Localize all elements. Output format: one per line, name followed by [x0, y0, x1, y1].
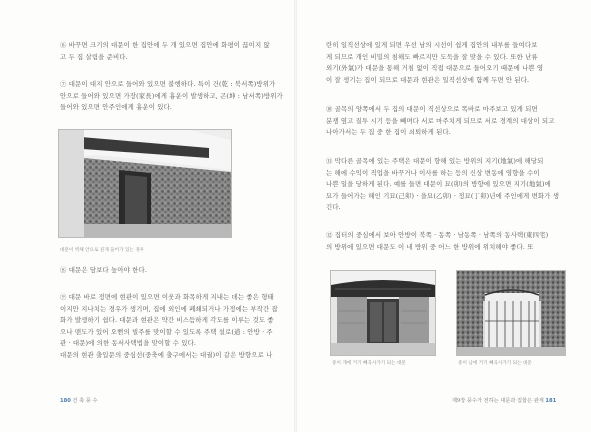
right-page: [296, 0, 591, 432]
gate-photo-image: [59, 130, 231, 237]
text-line: 나아가서는 두 집 중 한 집이 쇠퇴하게 된다.: [326, 128, 451, 137]
vine-gate-caption: 중이 남에 거기 빼곡사가기 되는 대문: [458, 361, 532, 366]
text-line: 으나 맨도가 있어 오뻔의 빌주를 맞이할 수 있도록 주택 설로(道 : 안방 · 주: [60, 327, 273, 336]
paragraph-9: [60, 292, 278, 362]
text-line: 이지만 지나치는 경우가 생기며, 집에 외인에 폐쇄되거나 가정에는 부작간 잡: [60, 304, 278, 313]
hanok-gate-image: [331, 271, 435, 355]
paragraph-8: [60, 265, 147, 277]
text-line: 나쁜 일을 당하게 된다. 예를 들면 대문이 묘(卯)의 방향에 있으면 지기(地氣)에: [326, 180, 551, 189]
text-line: 의 방위에 있으면 대문도 이 네 방위 중 어느 한 방위에 위치해야 좋다. 또: [326, 242, 534, 251]
text-line: 대문의 현관 출입문의 중심선(중축에 출구에서는 대궐)이 같은 방향으로 나: [60, 350, 273, 359]
text-line: 란히 일직선상에 있게 되면 우선 남의 시선이 쉽게 집안의 내부를 들여다보: [326, 41, 538, 49]
gate-photo: [58, 129, 232, 238]
paragraph-10: [326, 104, 555, 139]
text-line: 안으로 들어와 있으면 가장(家長)에게 흉운이 발생하고, 곤(坤 : 남서쪽)방위가: [60, 91, 283, 100]
page-number: 180: [60, 398, 71, 404]
vine-gate-image: [457, 271, 565, 355]
paragraph-6: [60, 40, 270, 63]
text-line: 분쟁 옆고 질투 시기 등을 빼며다 서로 마주치게 되므로 서로 경계의 대상이 되고: [326, 116, 555, 125]
text-line: ⑥ 바꾸면 크기의 대문이 한 집안에 두 개 있으면 집안에 화평이 끊이지 않: [60, 41, 270, 49]
hanok-gate-photo: [330, 270, 436, 356]
left-folio: [60, 397, 98, 404]
text-line: 외기(外氣)가 대문을 통해 거침 없이 직접 대문으로 들어오기 때문에 나쁜 영: [326, 64, 544, 73]
paragraph-11: [326, 156, 559, 214]
text-line: ⑦ 대문이 대지 안으로 들어와 있으면 불행하다. 특이 건(乾 : 북서쪽)방위가: [60, 80, 276, 88]
text-line: ⑩ 골목의 양쪽에서 두 집의 대문이 직선상으로 똑바로 마주보고 있게 되면: [326, 105, 538, 113]
hanok-gate-caption: 중이 개에 거기 빼곡사가기 되는 대문: [332, 361, 406, 366]
gate-photo-caption: 대문이 벽체 안으로 깊게 들어가 있는 경우: [60, 248, 145, 253]
running-title: 제9장 풍수가 전하는 대문과 집합은 관계: [452, 398, 544, 404]
page-number: 181: [545, 398, 557, 404]
paragraph-9-cont: [326, 40, 543, 86]
text-line: 고 두 집 살림을 준비다.: [60, 52, 128, 61]
paragraph-12: [326, 230, 548, 253]
vine-gate-photo: [456, 270, 566, 356]
text-line: 이 잘 생기는 집이 되므로 대문과 현관은 일직선상에 함께 두면 안 된다.: [326, 75, 530, 84]
text-line: 묘가 들어가는 해인 기묘(己卯) · 을묘(乙卯) · 정묘(丁卯)년에 주인에게 변화가 생: [326, 191, 560, 200]
text-line: 는 해에 수익이 직업을 바꾸거나 이사를 하는 등의 신상 변동에 영향을 수이: [326, 168, 540, 177]
paragraph-7: [60, 79, 283, 114]
text-line: 관 · 대문)에 의한 동서사택법을 맞이할 수 있다.: [60, 339, 197, 348]
text-line: ⑫ 집터의 중심에서 보아 안방이 북쪽 · 동쪽 · 남동쪽 · 남쪽의 동사택(東四宅): [326, 231, 549, 239]
text-line: ⑧ 대문은 담보다 높아야 한다.: [60, 266, 148, 274]
text-line: 들어와 있으면 안주인에게 흉운이 있다.: [60, 103, 173, 112]
text-line: ⑨ 대문 바로 정면에 현관이 있으면 이웃과 화목하게 지내는 데는 좋은 형태: [60, 293, 274, 301]
text-line: 화가 발생하기 쉽다. 대문과 현관은 약간 비스듬하게 각도를 이루는 것도 좋: [60, 316, 274, 325]
running-title: 건 축 풍 수: [72, 398, 98, 404]
text-line: 게 되므로 개인 비밀의 침해도 빠르지만 도둑을 잘 맞을 수 있다. 또한 난류: [326, 52, 538, 61]
text-line: ⑪ 막다른 골목에 있는 주택은 대문이 향해 있는 방위의 지기(地氣)에 해당되: [326, 157, 544, 165]
text-line: 긴다.: [326, 203, 341, 212]
right-folio: [452, 397, 556, 404]
